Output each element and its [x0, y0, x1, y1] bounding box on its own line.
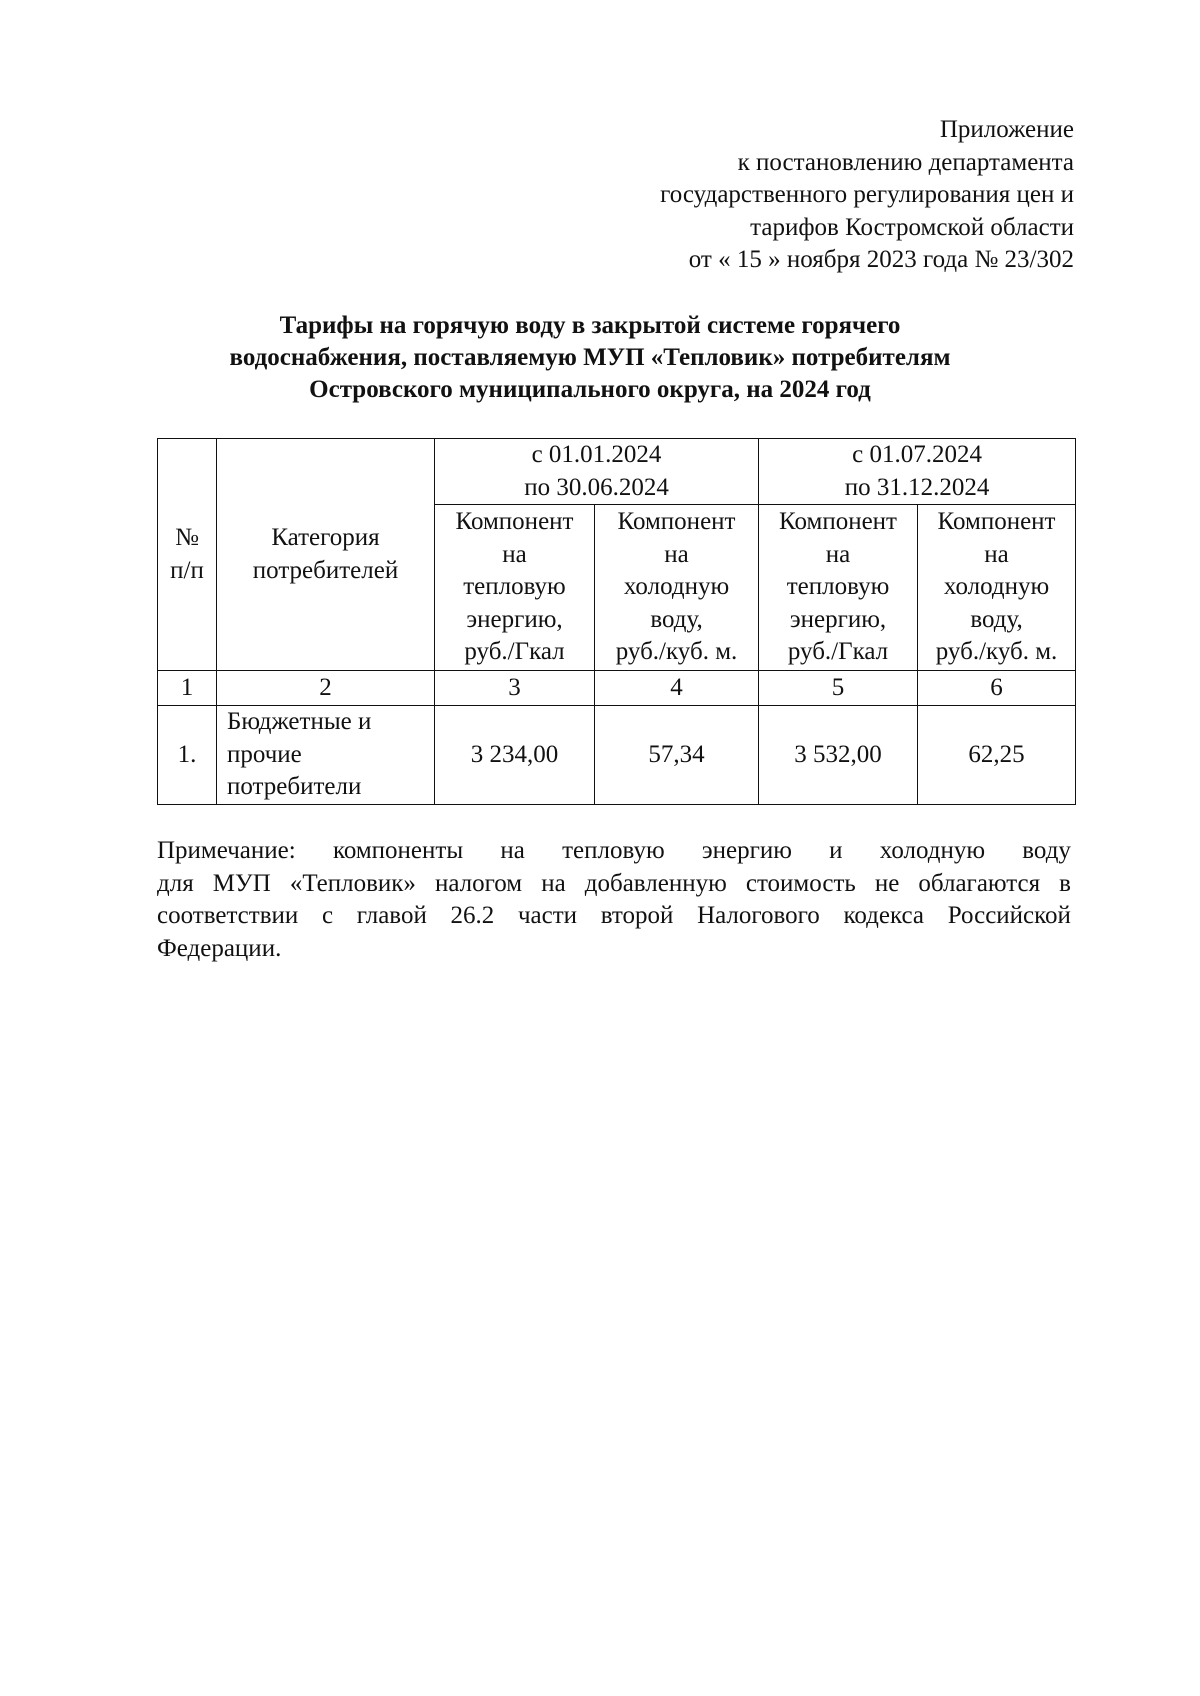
- category-line: потребители: [227, 773, 362, 800]
- note-word: в: [1059, 869, 1071, 897]
- category-line: Бюджетные и: [227, 708, 372, 735]
- note-line-text: [157, 835, 1071, 868]
- title-line: Тарифы на горячую воду в закрытой системе горячего: [279, 312, 901, 339]
- column-number: 4: [595, 671, 759, 706]
- component-line: тепловую: [786, 573, 890, 601]
- component-line: на: [825, 540, 851, 568]
- period1-from: с 01.01.2024: [531, 441, 662, 468]
- component-line: холодную: [623, 573, 730, 601]
- column-numbers-row: [158, 671, 1076, 706]
- title-line: Островского муниципального округа, на 2024 год: [309, 376, 871, 403]
- header-category-cell: [217, 439, 435, 671]
- note-word: воду: [1022, 837, 1071, 864]
- component-line: на: [502, 540, 527, 568]
- document-title: [150, 310, 1030, 406]
- note-word: части: [517, 902, 578, 929]
- column-number: 5: [759, 671, 918, 706]
- component-line: Компонент: [455, 508, 574, 536]
- column-number: 6: [918, 671, 1076, 706]
- component-line: руб./куб. м.: [935, 638, 1058, 666]
- note-word: добавленную: [584, 869, 727, 897]
- appendix-line: к постановлению департамента: [737, 148, 1074, 176]
- appendix-line: государственного регулирования цен и: [660, 181, 1074, 208]
- column-number: 3: [435, 671, 595, 706]
- header-category-line: потребителей: [252, 556, 399, 584]
- note-paragraph: [157, 835, 1071, 965]
- column-number: 1: [158, 671, 217, 706]
- note-word: тепловую: [562, 837, 665, 864]
- note-word: «Тепловик»: [289, 869, 416, 897]
- note-word: с: [321, 902, 334, 929]
- note-line-text: Федерации.: [157, 934, 282, 962]
- tariffs-table: [157, 438, 1076, 805]
- heat-tariff-period2: 3 532,00: [759, 706, 918, 805]
- table-row: [158, 706, 1076, 805]
- cold-tariff-period1: 57,34: [595, 706, 759, 805]
- note-line: [157, 868, 1071, 901]
- period1-to: по 30.06.2024: [524, 473, 669, 501]
- component-line: руб./куб. м.: [615, 638, 738, 666]
- component-line: энергию,: [466, 605, 563, 633]
- header-cold-component-cell: [918, 505, 1076, 671]
- header-num-line: п/п: [170, 556, 204, 584]
- component-line: энергию,: [789, 605, 887, 633]
- component-line: на: [984, 540, 1009, 568]
- note-word: МУП: [212, 869, 271, 897]
- component-line: Компонент: [779, 508, 897, 536]
- note-word: Налогового: [697, 902, 820, 929]
- component-line: воду,: [650, 605, 703, 633]
- header-period1-cell: [435, 439, 759, 505]
- title-line: водоснабжения, поставляемую МУП «Тепловик» потребителям: [229, 344, 951, 371]
- note-line-text: [157, 900, 1071, 933]
- component-line: руб./Гкал: [464, 638, 565, 666]
- note-word: холодную: [879, 837, 986, 864]
- note-word: стоимость: [745, 869, 856, 897]
- note-word: компоненты: [332, 837, 464, 864]
- heat-tariff-period1: 3 234,00: [435, 706, 595, 805]
- note-word: кодекса: [843, 902, 924, 929]
- header-num-line: №: [175, 524, 199, 551]
- row-num-cell: 1.: [158, 706, 217, 805]
- component-line: Компонент: [617, 508, 736, 536]
- period2-from: с 01.07.2024: [852, 441, 982, 468]
- cold-tariff-period2: 62,25: [918, 706, 1076, 805]
- note-line-text: [157, 868, 1071, 901]
- appendix-line: от « 15 » ноября 2023 года № 23/302: [688, 246, 1074, 273]
- header-category-line: Категория: [271, 524, 380, 551]
- note-word: соответствии: [157, 902, 299, 929]
- header-heat-component-cell: [435, 505, 595, 671]
- note-word: второй: [600, 902, 674, 929]
- header-cold-component-cell: [595, 505, 759, 671]
- note-word: для: [157, 869, 194, 897]
- note-word: энергию: [701, 837, 792, 864]
- category-line: прочие: [227, 740, 302, 768]
- component-line: тепловую: [463, 573, 566, 601]
- row-category-cell: [217, 706, 435, 805]
- period2-to: по 31.12.2024: [844, 473, 990, 501]
- note-word: на: [500, 837, 525, 864]
- note-word: на: [541, 869, 566, 897]
- note-word: и: [829, 837, 843, 864]
- component-line: руб./Гкал: [787, 638, 889, 666]
- note-word: налогом: [434, 869, 523, 897]
- appendix-line: Приложение: [939, 116, 1074, 143]
- note-line: [157, 835, 1071, 868]
- appendix-header: [660, 114, 1074, 277]
- table-header-row: [158, 439, 1076, 505]
- note-word: не: [874, 869, 900, 897]
- component-line: воду,: [970, 605, 1023, 633]
- appendix-line: тарифов Костромской области: [750, 213, 1074, 241]
- note-word: Примечание:: [157, 837, 296, 864]
- note-word: Российской: [947, 902, 1071, 929]
- component-line: Компонент: [937, 508, 1056, 536]
- component-line: холодную: [943, 573, 1050, 601]
- note-line: [157, 933, 1071, 966]
- note-line: [157, 900, 1071, 933]
- note-word: главой: [356, 902, 427, 929]
- component-line: на: [664, 540, 689, 568]
- header-heat-component-cell: [759, 505, 918, 671]
- header-period2-cell: [759, 439, 1076, 505]
- note-word: 26.2: [450, 902, 495, 929]
- note-word: облагаются: [918, 869, 1041, 897]
- header-num-cell: [158, 439, 217, 671]
- column-number: 2: [217, 671, 435, 706]
